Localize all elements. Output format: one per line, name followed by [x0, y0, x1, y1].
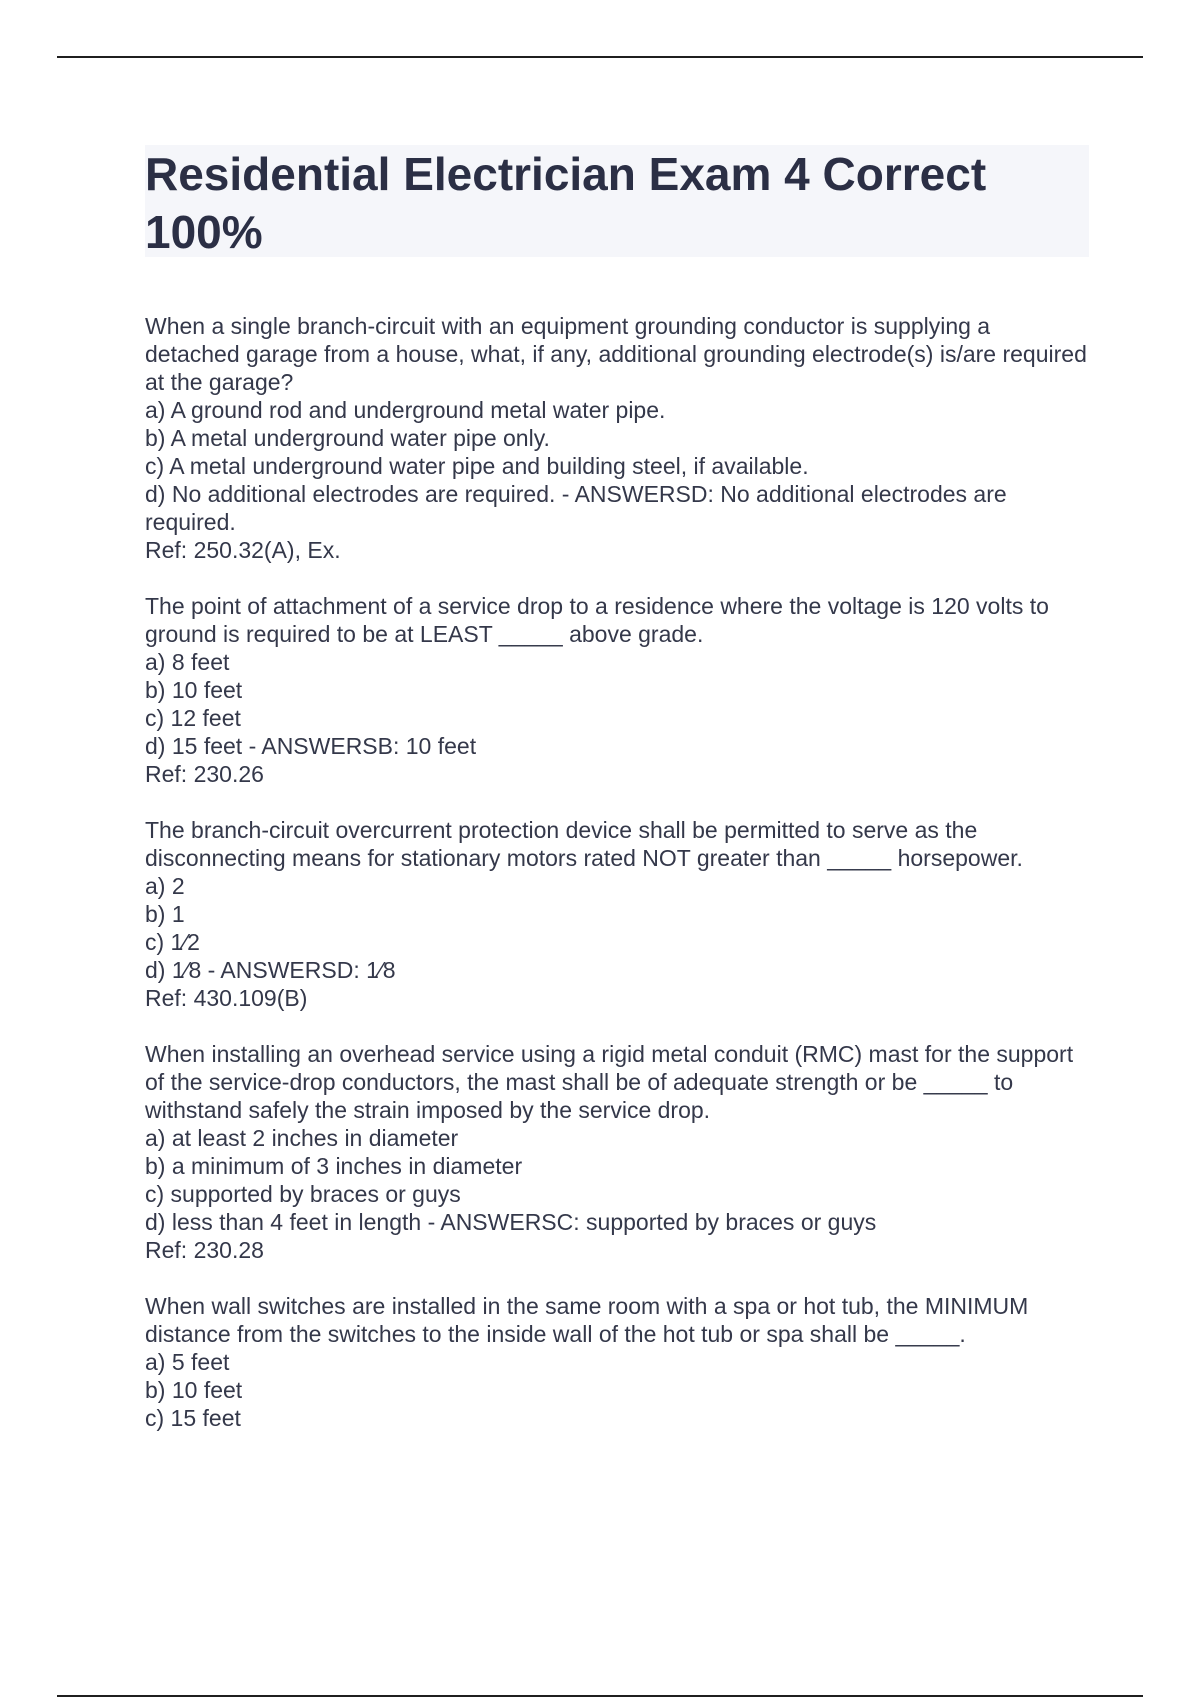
answer-option: a) 2 — [145, 873, 185, 899]
document-title: Residential Electrician Exam 4 Correct 100% — [145, 148, 987, 258]
answer-option: c) 1⁄2 — [145, 929, 200, 955]
answer-option: a) 8 feet — [145, 649, 230, 675]
question-block — [145, 816, 1089, 1012]
answer-option: c) 15 feet — [145, 1405, 241, 1431]
answer-option: a) A ground rod and underground metal water pipe. — [145, 397, 666, 423]
reference-text: Ref: 230.28 — [145, 1237, 264, 1263]
answer-option: a) at least 2 inches in diameter — [145, 1125, 459, 1151]
question-block — [145, 312, 1089, 564]
question-block — [145, 1292, 1089, 1432]
answer-option: d) less than 4 feet in length - ANSWERSC: supported by braces or guys — [145, 1209, 877, 1235]
question-block — [145, 592, 1089, 788]
question-block — [145, 1040, 1089, 1264]
answer-option: b) A metal underground water pipe only. — [145, 425, 550, 451]
answer-option: d) 1⁄8 - ANSWERSD: 1⁄8 — [145, 957, 396, 983]
answer-option: b) 10 feet — [145, 677, 243, 703]
question-text: When a single branch-circuit with an equipment grounding conductor is supplying a detached garage from a house, what, if any, additional grounding electrode(s) is/are required at the garage? — [145, 313, 1087, 395]
answer-option: c) 12 feet — [145, 705, 241, 731]
answer-option: b) 1 — [145, 901, 185, 927]
question-text: When installing an overhead service using a rigid metal conduit (RMC) mast for the support of the service-drop conductors, the mast shall be of adequate strength or be _____ to withstand safely the strain imposed by the service drop. — [145, 1041, 1074, 1123]
questions-content — [145, 312, 1089, 1460]
reference-text: Ref: 430.109(B) — [145, 985, 308, 1011]
answer-option: d) 15 feet - ANSWERSB: 10 feet — [145, 733, 477, 759]
answer-option: a) 5 feet — [145, 1349, 230, 1375]
question-text: When wall switches are installed in the same room with a spa or hot tub, the MINIMUM distance from the switches to the inside wall of the hot tub or spa shall be _____. — [145, 1293, 1029, 1347]
reference-text: Ref: 230.26 — [145, 761, 264, 787]
question-text: The branch-circuit overcurrent protection device shall be permitted to serve as the disconnecting means for stationary motors rated NOT greater than _____ horsepower. — [145, 817, 1023, 871]
reference-text: Ref: 250.32(A), Ex. — [145, 537, 341, 563]
answer-option: d) No additional electrodes are required. - ANSWERSD: No additional electrodes are required. — [145, 481, 1007, 535]
answer-option: b) a minimum of 3 inches in diameter — [145, 1153, 523, 1179]
answer-option: c) supported by braces or guys — [145, 1181, 461, 1207]
bottom-rule — [57, 1695, 1143, 1697]
question-text: The point of attachment of a service drop to a residence where the voltage is 120 volts to ground is required to be at LEAST _____ above grade. — [145, 593, 1049, 647]
answer-option: b) 10 feet — [145, 1377, 243, 1403]
title-block — [145, 145, 1089, 257]
top-rule — [57, 56, 1143, 58]
answer-option: c) A metal underground water pipe and building steel, if available. — [145, 453, 809, 479]
